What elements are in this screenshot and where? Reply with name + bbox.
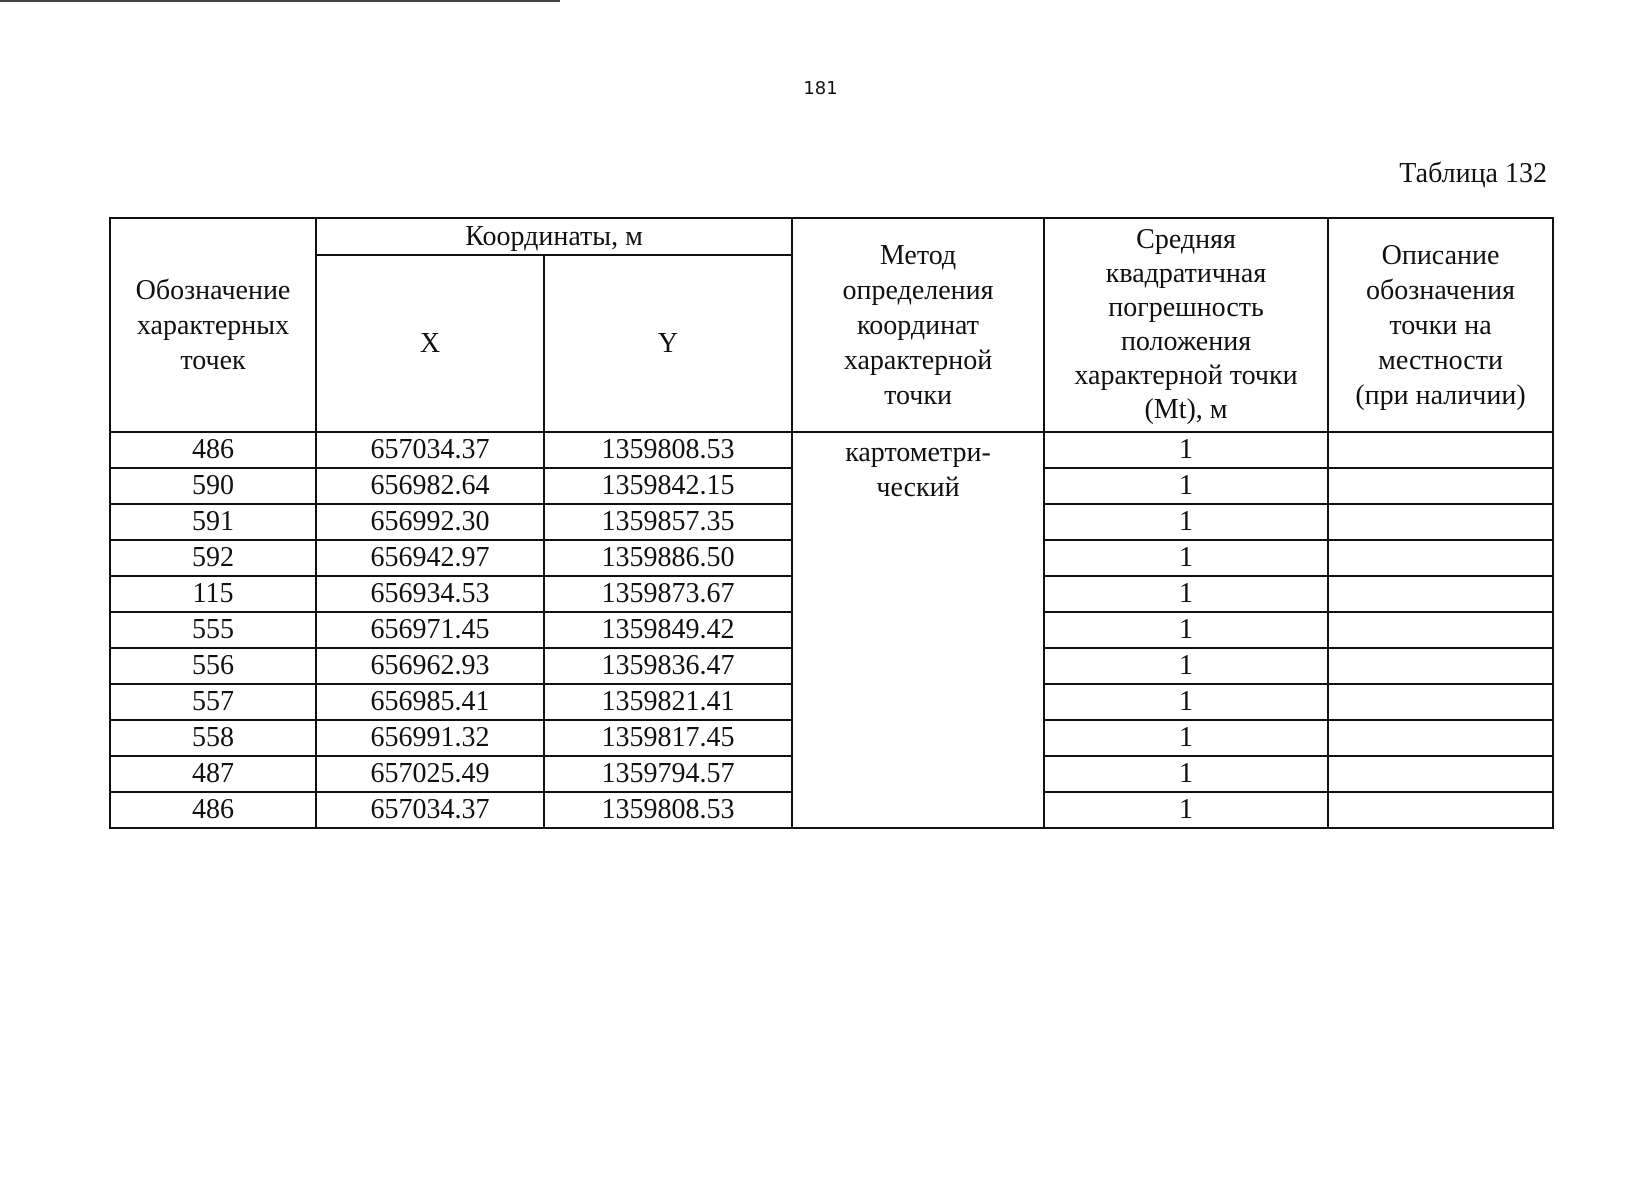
cell-point: 555 (110, 612, 316, 648)
cell-mt: 1 (1044, 432, 1328, 468)
cell-x: 656962.93 (316, 648, 544, 684)
cell-point: 556 (110, 648, 316, 684)
header-error-line: Средняя (1136, 224, 1236, 255)
cell-y: 1359821.41 (544, 684, 792, 720)
cell-y: 1359808.53 (544, 432, 792, 468)
header-designation-line: характерных (136, 309, 290, 341)
cell-x: 656971.45 (316, 612, 544, 648)
header-method-line: Метод (879, 239, 957, 271)
cell-point: 557 (110, 684, 316, 720)
cell-description (1328, 684, 1553, 720)
cell-description (1328, 756, 1553, 792)
header-error-line: погрешность (1108, 292, 1264, 323)
header-y: Y (544, 255, 792, 432)
header-description-line: Описание (1381, 239, 1500, 271)
cell-description (1328, 504, 1553, 540)
cell-y: 1359808.53 (544, 792, 792, 828)
header-description (1328, 218, 1553, 432)
header-description-line: точки на (1389, 309, 1492, 341)
header-error (1044, 218, 1328, 432)
header-description-line: обозначения (1366, 274, 1515, 306)
header-x: X (316, 255, 544, 432)
cell-y: 1359873.67 (544, 576, 792, 612)
header-description-line: местности (1378, 344, 1503, 376)
table-caption: Таблица 132 (1399, 158, 1547, 189)
cell-x: 657034.37 (316, 792, 544, 828)
cell-description (1328, 432, 1553, 468)
cell-point: 487 (110, 756, 316, 792)
header-method-line: точки (884, 379, 952, 411)
cell-x: 657034.37 (316, 432, 544, 468)
cell-x: 656985.41 (316, 684, 544, 720)
cell-mt: 1 (1044, 648, 1328, 684)
cell-description (1328, 612, 1553, 648)
table-row (110, 432, 1553, 468)
cell-x: 656991.32 (316, 720, 544, 756)
cell-description (1328, 540, 1553, 576)
cell-mt: 1 (1044, 612, 1328, 648)
cell-description (1328, 468, 1553, 504)
cell-x: 656982.64 (316, 468, 544, 504)
cell-y: 1359794.57 (544, 756, 792, 792)
header-error-line: (Mt), м (1144, 394, 1228, 425)
cell-mt: 1 (1044, 720, 1328, 756)
cell-point: 558 (110, 720, 316, 756)
cell-x: 656992.30 (316, 504, 544, 540)
cell-y: 1359857.35 (544, 504, 792, 540)
cell-description (1328, 720, 1553, 756)
page-number: 181 (803, 78, 838, 99)
cell-mt: 1 (1044, 756, 1328, 792)
cell-x: 656942.97 (316, 540, 544, 576)
header-method-line: характерной (843, 344, 993, 376)
header-designation-line: Обозначение (135, 274, 291, 306)
header-method-line: определения (842, 274, 994, 306)
cell-method-line: картометри- (845, 437, 991, 468)
cell-mt: 1 (1044, 540, 1328, 576)
cell-point: 486 (110, 792, 316, 828)
header-error-line: характерной точки (1074, 360, 1298, 391)
cell-point: 115 (110, 576, 316, 612)
cell-method-line: ческий (876, 472, 960, 503)
cell-x: 656934.53 (316, 576, 544, 612)
header-method (792, 218, 1044, 432)
table-body (110, 218, 1553, 828)
cell-point: 486 (110, 432, 316, 468)
cell-mt: 1 (1044, 504, 1328, 540)
cell-point: 592 (110, 540, 316, 576)
cell-y: 1359849.42 (544, 612, 792, 648)
cell-x: 657025.49 (316, 756, 544, 792)
cell-mt: 1 (1044, 468, 1328, 504)
cell-point: 590 (110, 468, 316, 504)
header-designation (110, 218, 316, 432)
header-row-1 (110, 218, 1553, 255)
cell-description (1328, 792, 1553, 828)
header-description-line: (при наличии) (1355, 379, 1526, 411)
cell-description (1328, 576, 1553, 612)
header-error-line: положения (1120, 326, 1252, 357)
scan-top-rule (0, 0, 560, 2)
cell-description (1328, 648, 1553, 684)
header-method-line: координат (857, 309, 979, 341)
cell-y: 1359886.50 (544, 540, 792, 576)
header-designation-line: точек (180, 344, 246, 376)
coordinates-table (109, 217, 1554, 829)
cell-y: 1359842.15 (544, 468, 792, 504)
cell-y: 1359817.45 (544, 720, 792, 756)
header-error-line: квадратичная (1105, 258, 1267, 289)
cell-mt: 1 (1044, 576, 1328, 612)
cell-y: 1359836.47 (544, 648, 792, 684)
cell-method (792, 432, 1044, 828)
cell-mt: 1 (1044, 684, 1328, 720)
cell-point: 591 (110, 504, 316, 540)
cell-mt: 1 (1044, 792, 1328, 828)
header-coordinates: Координаты, м (316, 218, 792, 255)
